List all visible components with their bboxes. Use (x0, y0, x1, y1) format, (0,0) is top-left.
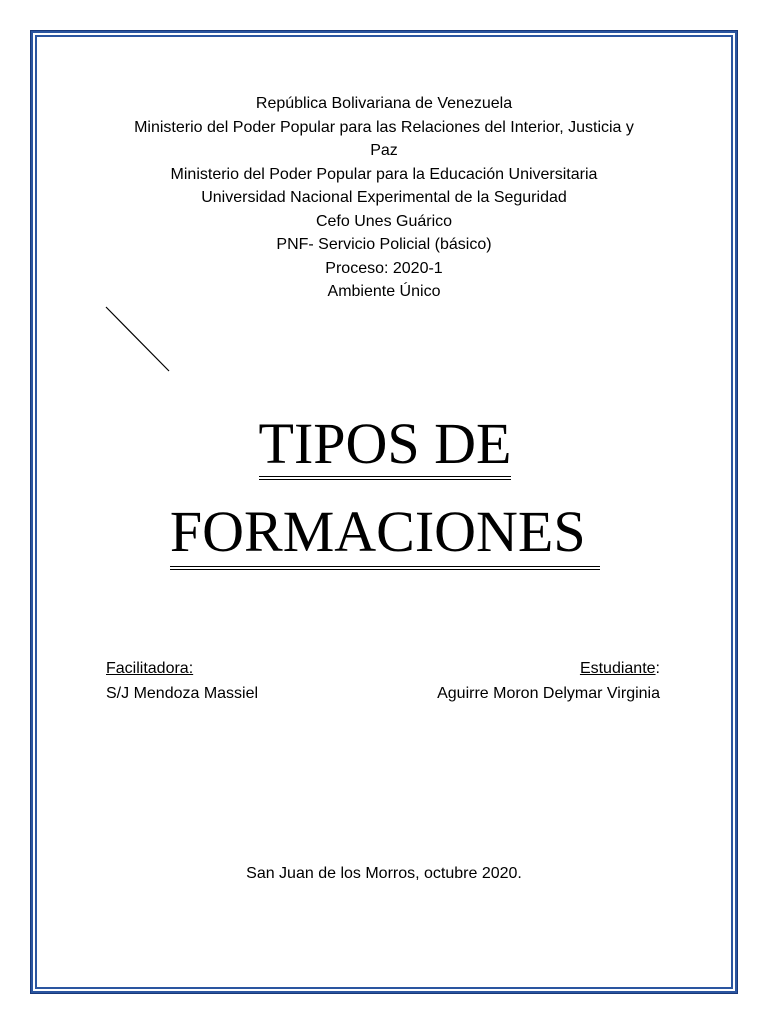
facilitator-block (106, 656, 258, 706)
header-line-process: Proceso: 2020-1 (325, 259, 443, 277)
title-line-2: FORMACIONES (170, 488, 600, 576)
student-block (437, 656, 660, 706)
header-line-environment: Ambiente Único (327, 283, 441, 300)
student-label-colon: : (655, 660, 660, 677)
header-line-university: Universidad Nacional Experimental de la Seguridad (201, 189, 567, 206)
student-label: Estudiante (579, 660, 656, 677)
header-line-ministry-interior: Ministerio del Poder Popular para las Relaciones del Interior, Justicia y (134, 118, 634, 136)
facilitator-name: S/J Mendoza Massiel (106, 685, 259, 702)
header-line-ministry-education: Ministerio del Poder Popular para la Educación Universitaria (170, 165, 598, 183)
document-title (100, 400, 670, 576)
header-line-program: PNF- Servicio Policial (básico) (276, 236, 492, 253)
place-and-date: San Juan de los Morros, octubre 2020. (246, 865, 522, 882)
header-line-country: República Bolivariana de Venezuela (255, 95, 513, 112)
header-line-ministry-interior-cont: Paz (370, 142, 398, 159)
facilitator-label: Facilitadora: (106, 660, 194, 677)
title-line-1: TIPOS DE (259, 400, 512, 488)
diagonal-line-mark (100, 300, 180, 380)
institution-header (60, 92, 708, 304)
header-line-campus: Cefo Unes Guárico (315, 212, 453, 230)
student-name: Aguirre Moron Delymar Virginia (437, 685, 660, 702)
